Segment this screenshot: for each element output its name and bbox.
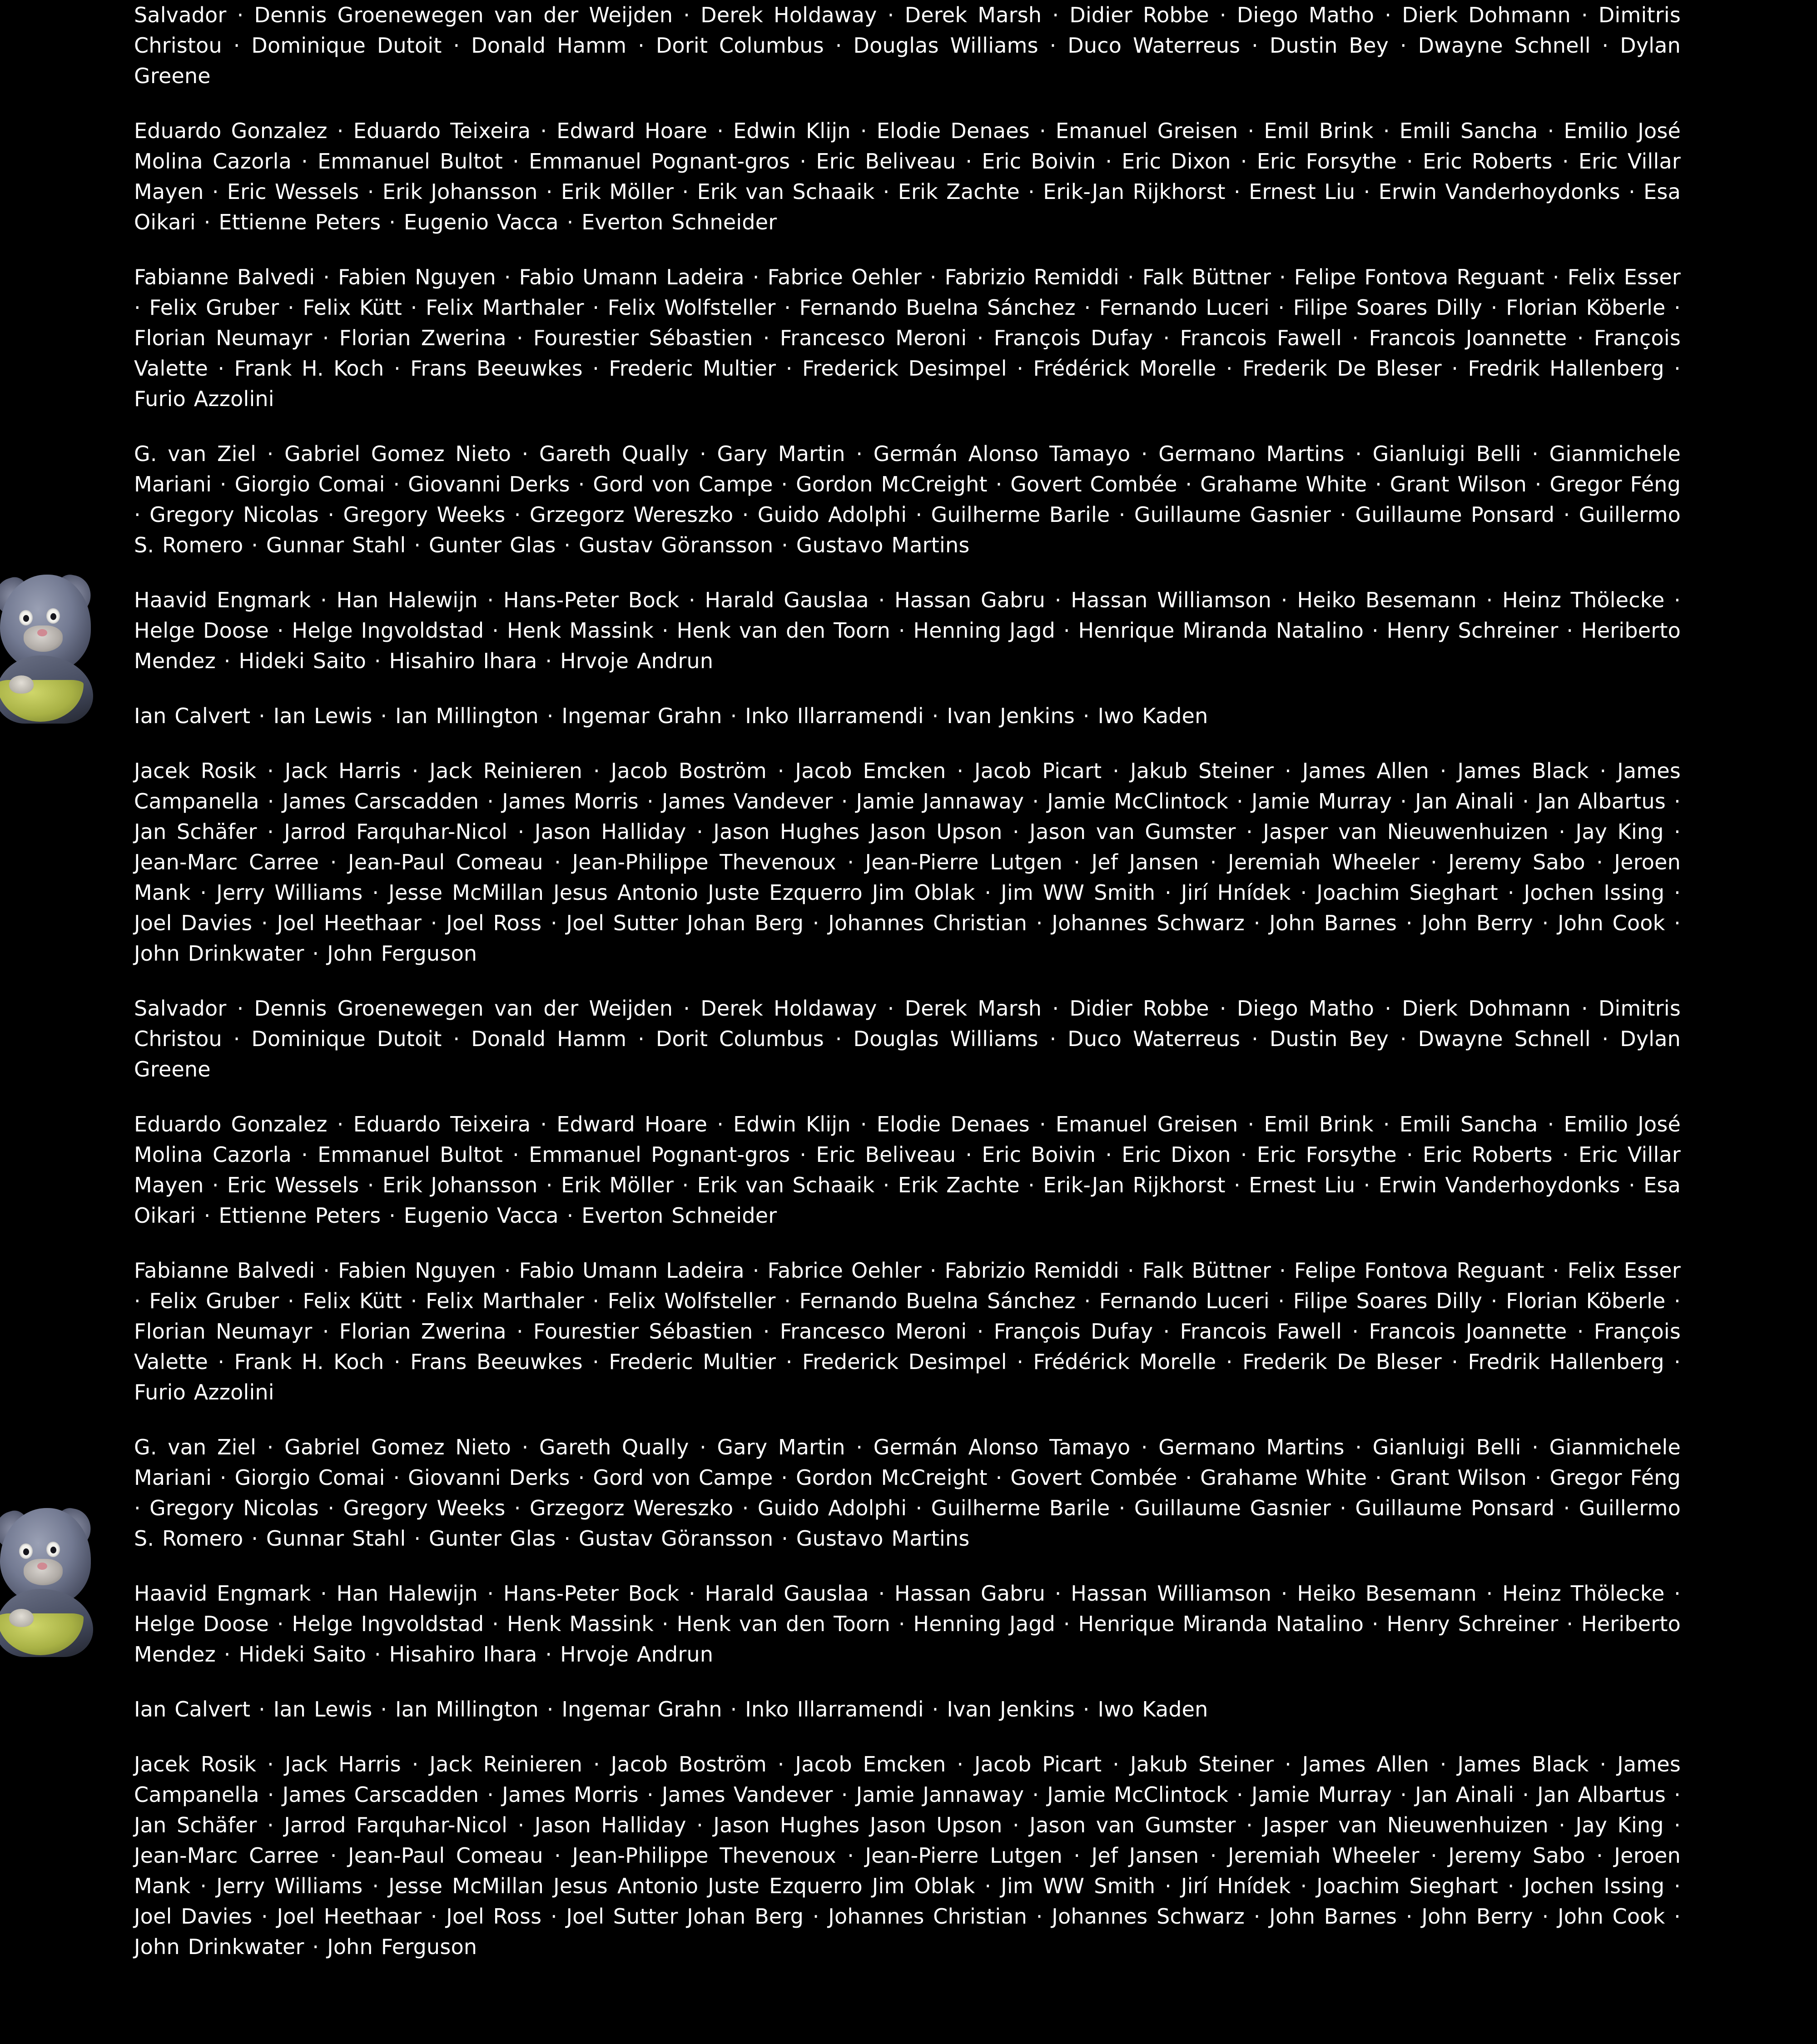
mascot-paw-shape [9, 675, 34, 694]
credits-paragraph: Ian Calvert · Ian Lewis · Ian Millington · Ingemar Grahn · Inko Illarramendi · Ivan Jenkins · Iwo Kaden [134, 704, 1208, 728]
credits-paragraph: Fabianne Balvedi · Fabien Nguyen · Fabio Umann Ladeira · Fabrice Oehler · Fabrizio Remiddi · Falk Büttner · Felipe Fontova Reguant · Felix Esser · Felix Gruber · Felix Kütt · Felix Marthaler · Felix Wolfsteller · Fernando Buelna Sánchez · Fernando Luceri · Filipe Soares Dilly · Florian Köberle · Florian Neumayr · Florian Zwerina · Fourestier Sébastien · Francesco Meroni · François Dufay · Francois Fawell · Francois Joannette · François Valette · Frank H. Koch · Frans Beeuwkes · Frederic Multier · Frederick Desimpel · Frédérick Morelle · Frederik De Bleser · Fredrik Hallenberg · Furio Azzolini [134, 265, 1681, 411]
mascot-bowl-shape [0, 1613, 84, 1655]
mascot-body-shape [0, 655, 93, 724]
credits-paragraph: Haavid Engmark · Han Halewijn · Hans-Peter Bock · Harald Gauslaa · Hassan Gabru · Hassan Williamson · Heiko Besemann · Heinz Thölecke · Helge Doose · Helge Ingvoldstad · Henk Massink · Henk van den Toorn · Henning Jagd · Henrique Miranda Natalino · Henry Schreiner · Heriberto Mendez · Hideki Saito · Hisahiro Ihara · Hrvoje Andrun [134, 1581, 1681, 1667]
credits-paragraph: Salvador · Dennis Groenewegen van der Weijden · Derek Holdaway · Derek Marsh · Didier Robbe · Diego Matho · Dierk Dohmann · Dimitris Christou · Dominique Dutoit · Donald Hamm · Dorit Columbus · Douglas Williams · Duco Waterreus · Dustin Bey · Dwayne Schnell · Dylan Greene [134, 3, 1681, 88]
mascot-ear-left-shape [0, 1508, 34, 1553]
mascot-nose-shape [37, 1563, 47, 1570]
mascot-eye-right-shape [46, 1542, 60, 1557]
mascot-bowl-shape [0, 680, 84, 722]
mascot-rat-artwork [0, 1508, 100, 1658]
mascot-head-shape [0, 575, 91, 672]
mascot-ear-right-shape [52, 1506, 94, 1550]
mascot-ear-right-shape [52, 572, 94, 617]
credits-paragraph: Eduardo Gonzalez · Eduardo Teixeira · Edward Hoare · Edwin Klijn · Elodie Denaes · Emanuel Greisen · Emil Brink · Emili Sancha · Emilio José Molina Cazorla · Emmanuel Bultot · Emmanuel Pognant-gros · Eric Beliveau · Eric Boivin · Eric Dixon · Eric Forsythe · Eric Roberts · Eric Villar Mayen · Eric Wessels · Erik Johansson · Erik Möller · Erik van Schaaik · Erik Zachte · Erik-Jan Rijkhorst · Ernest Liu · Erwin Vanderhoydonks · Esa Oikari · Ettienne Peters · Eugenio Vacca · Everton Schneider [134, 119, 1681, 234]
credits-paragraph: Jacek Rosik · Jack Harris · Jack Reinieren · Jacob Boström · Jacob Emcken · Jacob Picart · Jakub Steiner · James Allen · James Black · James Campanella · James Carscadden · James Morris · James Vandever · Jamie Jannaway · Jamie McClintock · Jamie Murray · Jan Ainali · Jan Albartus · Jan Schäfer · Jarrod Farquhar-Nicol · Jason Halliday · Jason Hughes Jason Upson · Jason van Gumster · Jasper van Nieuwenhuizen · Jay King · Jean-Marc Carree · Jean-Paul Comeau · Jean-Philippe Thevenoux · Jean-Pierre Lutgen · Jef Jansen · Jeremiah Wheeler · Jeremy Sabo · Jeroen Mank · Jerry Williams · Jesse McMillan Jesus Antonio Juste Ezquerro Jim Oblak · Jim WW Smith · Jirí Hnídek · Joachim Sieghart · Jochen Issing · Joel Davies · Joel Heethaar · Joel Ross · Joel Sutter Johan Berg · Johannes Christian · Johannes Schwarz · John Barnes · John Berry · John Cook · John Drinkwater · John Ferguson [134, 759, 1681, 966]
credits-paragraph: Fabianne Balvedi · Fabien Nguyen · Fabio Umann Ladeira · Fabrice Oehler · Fabrizio Remiddi · Falk Büttner · Felipe Fontova Reguant · Felix Esser · Felix Gruber · Felix Kütt · Felix Marthaler · Felix Wolfsteller · Fernando Buelna Sánchez · Fernando Luceri · Filipe Soares Dilly · Florian Köberle · Florian Neumayr · Florian Zwerina · Fourestier Sébastien · Francesco Meroni · François Dufay · Francois Fawell · Francois Joannette · François Valette · Frank H. Koch · Frans Beeuwkes · Frederic Multier · Frederick Desimpel · Frédérick Morelle · Frederik De Bleser · Fredrik Hallenberg · Furio Azzolini [134, 1258, 1681, 1404]
credits-paragraph: G. van Ziel · Gabriel Gomez Nieto · Gareth Qually · Gary Martin · Germán Alonso Tamayo · Germano Martins · Gianluigi Belli · Gianmichele Mariani · Giorgio Comai · Giovanni Derks · Gord von Campe · Gordon McCreight · Govert Combée · Grahame White · Grant Wilson · Gregor Féng · Gregory Nicolas · Gregory Weeks · Grzegorz Wereszko · Guido Adolphi · Guilherme Barile · Guillaume Gasnier · Guillaume Ponsard · Guillermo S. Romero · Gunnar Stahl · Gunter Glas · Gustav Göransson · Gustavo Martins [134, 1435, 1681, 1551]
credits-paragraph: Ian Calvert · Ian Lewis · Ian Millington · Ingemar Grahn · Inko Illarramendi · Ivan Jenkins · Iwo Kaden [134, 1697, 1208, 1722]
credits-paragraph: Eduardo Gonzalez · Eduardo Teixeira · Edward Hoare · Edwin Klijn · Elodie Denaes · Emanuel Greisen · Emil Brink · Emili Sancha · Emilio José Molina Cazorla · Emmanuel Bultot · Emmanuel Pognant-gros · Eric Beliveau · Eric Boivin · Eric Dixon · Eric Forsythe · Eric Roberts · Eric Villar Mayen · Eric Wessels · Erik Johansson · Erik Möller · Erik van Schaaik · Erik Zachte · Erik-Jan Rijkhorst · Ernest Liu · Erwin Vanderhoydonks · Esa Oikari · Ettienne Peters · Eugenio Vacca · Everton Schneider [134, 1112, 1681, 1228]
credits-paragraph: Salvador · Dennis Groenewegen van der Weijden · Derek Holdaway · Derek Marsh · Didier Robbe · Diego Matho · Dierk Dohmann · Dimitris Christou · Dominique Dutoit · Donald Hamm · Dorit Columbus · Douglas Williams · Duco Waterreus · Dustin Bey · Dwayne Schnell · Dylan Greene [134, 996, 1681, 1082]
mascot-eye-left-shape [19, 610, 33, 625]
mascot-ear-left-shape [0, 574, 34, 619]
credits-name-column [134, 0, 1681, 1962]
mascot-body-shape [0, 1589, 93, 1657]
mascot-rat-artwork [0, 575, 100, 724]
mascot-eye-right-shape [46, 608, 60, 624]
mascot-paw-shape [9, 1609, 34, 1627]
mascot-head-shape [0, 1508, 91, 1606]
credits-paragraph: G. van Ziel · Gabriel Gomez Nieto · Gareth Qually · Gary Martin · Germán Alonso Tamayo · Germano Martins · Gianluigi Belli · Gianmichele Mariani · Giorgio Comai · Giovanni Derks · Gord von Campe · Gordon McCreight · Govert Combée · Grahame White · Grant Wilson · Gregor Féng · Gregory Nicolas · Gregory Weeks · Grzegorz Wereszko · Guido Adolphi · Guilherme Barile · Guillaume Gasnier · Guillaume Ponsard · Guillermo S. Romero · Gunnar Stahl · Gunter Glas · Gustav Göransson · Gustavo Martins [134, 442, 1681, 557]
credits-paragraph: Jacek Rosik · Jack Harris · Jack Reinieren · Jacob Boström · Jacob Emcken · Jacob Picart · Jakub Steiner · James Allen · James Black · James Campanella · James Carscadden · James Morris · James Vandever · Jamie Jannaway · Jamie McClintock · Jamie Murray · Jan Ainali · Jan Albartus · Jan Schäfer · Jarrod Farquhar-Nicol · Jason Halliday · Jason Hughes Jason Upson · Jason van Gumster · Jasper van Nieuwenhuizen · Jay King · Jean-Marc Carree · Jean-Paul Comeau · Jean-Philippe Thevenoux · Jean-Pierre Lutgen · Jef Jansen · Jeremiah Wheeler · Jeremy Sabo · Jeroen Mank · Jerry Williams · Jesse McMillan Jesus Antonio Juste Ezquerro Jim Oblak · Jim WW Smith · Jirí Hnídek · Joachim Sieghart · Jochen Issing · Joel Davies · Joel Heethaar · Joel Ross · Joel Sutter Johan Berg · Johannes Christian · Johannes Schwarz · John Barnes · John Berry · John Cook · John Drinkwater · John Ferguson [134, 1752, 1681, 1959]
mascot-eye-left-shape [19, 1543, 33, 1559]
credits-paragraph: Haavid Engmark · Han Halewijn · Hans-Peter Bock · Harald Gauslaa · Hassan Gabru · Hassan Williamson · Heiko Besemann · Heinz Thölecke · Helge Doose · Helge Ingvoldstad · Henk Massink · Henk van den Toorn · Henning Jagd · Henrique Miranda Natalino · Henry Schreiner · Heriberto Mendez · Hideki Saito · Hisahiro Ihara · Hrvoje Andrun [134, 588, 1681, 673]
mascot-nose-shape [37, 629, 47, 636]
mascot-snout-shape [24, 1559, 63, 1585]
mascot-snout-shape [24, 625, 63, 652]
